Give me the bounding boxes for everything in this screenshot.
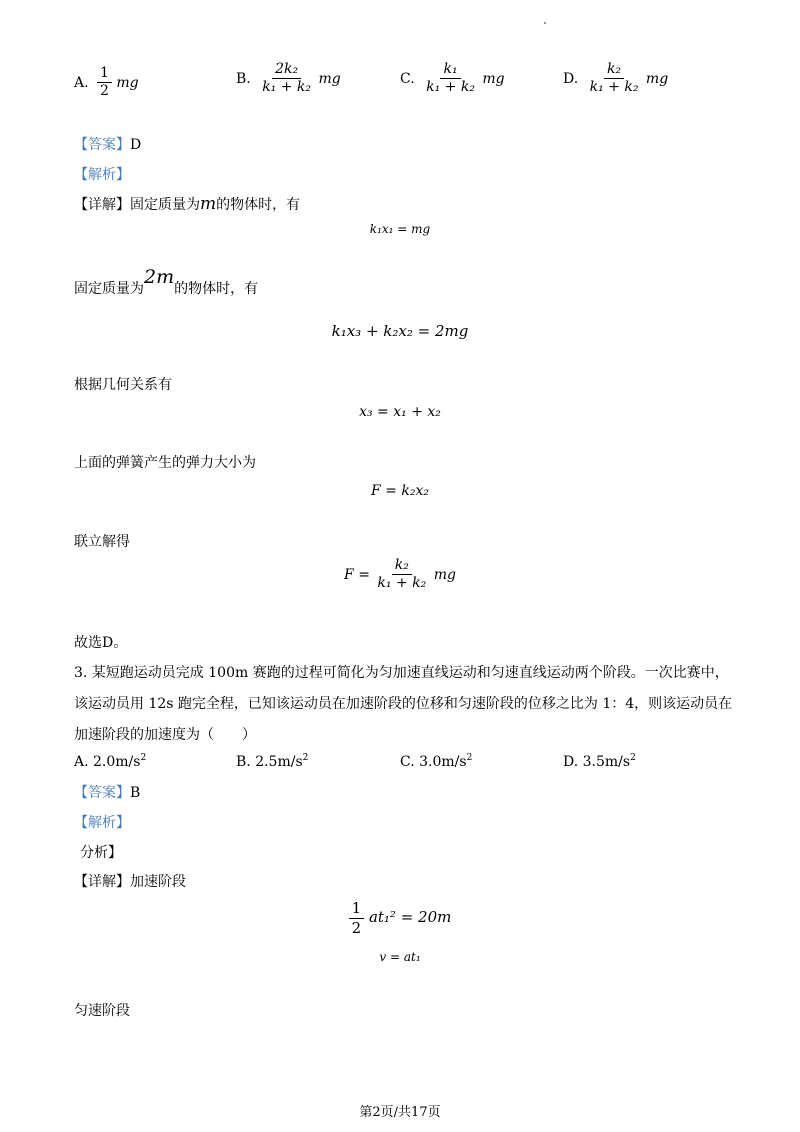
q3-text-2: 该运动员用 12s 跑完全程，已知该运动员在加速阶段的位移和匀速阶段的位移之比为 1：4，则该运动员在	[74, 696, 733, 712]
q2-line4: 上面的弹簧产生的弹力大小为	[74, 455, 256, 471]
q3-option-d: D. $3.5m/s^2$	[563, 753, 636, 770]
q3-option-c: C. $3.0m/s^2$	[400, 753, 473, 770]
q3-option-b: B. $2.5m/s^2$	[236, 753, 309, 770]
q3-eq2: v = at₁	[379, 950, 421, 964]
q3-uniform-line: 匀速阶段	[74, 1003, 130, 1019]
q2-line5: 联立解得	[74, 534, 130, 550]
page-footer: 第2页/共17页	[359, 1105, 441, 1120]
fraction: $\frac{\text{k₂}}{\text{k₁ + k₂}}$	[377, 557, 427, 592]
q3-analysis-tag: 【解析】	[74, 815, 130, 831]
q2-option-d: D. $\frac{\text{k₂}}{\text{k₁ + k₂}}$ mg	[563, 61, 669, 96]
q2-eq2: k₁x₃ + k₂x₂ = 2mg	[331, 322, 469, 340]
q2-analysis-tag: 【解析】	[74, 167, 130, 183]
q2-line2: 固定质量为2m的物体时，有	[74, 266, 259, 297]
q2-conclusion: 故选D。	[74, 635, 128, 651]
q3-answer: 【答案】B	[74, 785, 141, 801]
q2-option-a: A. $\frac{1}{2}$ mg	[74, 65, 139, 100]
q2-line3: 根据几何关系有	[74, 377, 172, 393]
q3-detail-line: 【详解】加速阶段	[74, 874, 186, 890]
q3-eq1: $\frac{1}{2}$ at₁² = 20m	[0, 900, 800, 936]
speck	[544, 22, 546, 24]
q3-fenxi: 分析】	[80, 845, 122, 861]
fraction: $\frac{\text{2k₂}}{\text{k₁ + k₂}}$	[262, 61, 312, 96]
q3-option-a: A. $2.0m/s^2$	[74, 753, 147, 770]
q2-eq4: F = k₂x₂	[371, 483, 429, 499]
q2-detail-line: 【详解】固定质量为m的物体时，有	[74, 194, 301, 214]
fraction: $\frac{\text{k₂}}{\text{k₁ + k₂}}$	[589, 61, 639, 96]
q2-eq3: x₃ = x₁ + x₂	[359, 404, 441, 420]
q2-answer: 【答案】D	[74, 137, 142, 153]
fraction: $\frac{1}{2}$	[97, 66, 112, 100]
fraction: $\frac{1}{2}$	[349, 900, 365, 936]
q3-text-3: 加速阶段的加速度为（ ）	[74, 727, 256, 743]
q2-option-b: B. $\frac{\text{2k₂}}{\text{k₁ + k₂}}$ mg	[236, 61, 341, 96]
q3-text-1: 3. 某短跑运动员完成 100m 赛跑的过程可简化为匀加速直线运动和匀速直线运动两个阶段。一次比赛中，	[74, 665, 729, 681]
q2-eq5: F = $\frac{\text{k₂}}{\text{k₁ + k₂}}$ mg	[344, 557, 456, 592]
fraction: $\frac{\text{k₁}}{\text{k₁ + k₂}}$	[426, 61, 475, 96]
q2-option-c: C. $\frac{\text{k₁}}{\text{k₁ + k₂}}$ mg	[400, 61, 505, 96]
q2-eq1: k₁x₁ = mg	[369, 222, 431, 236]
